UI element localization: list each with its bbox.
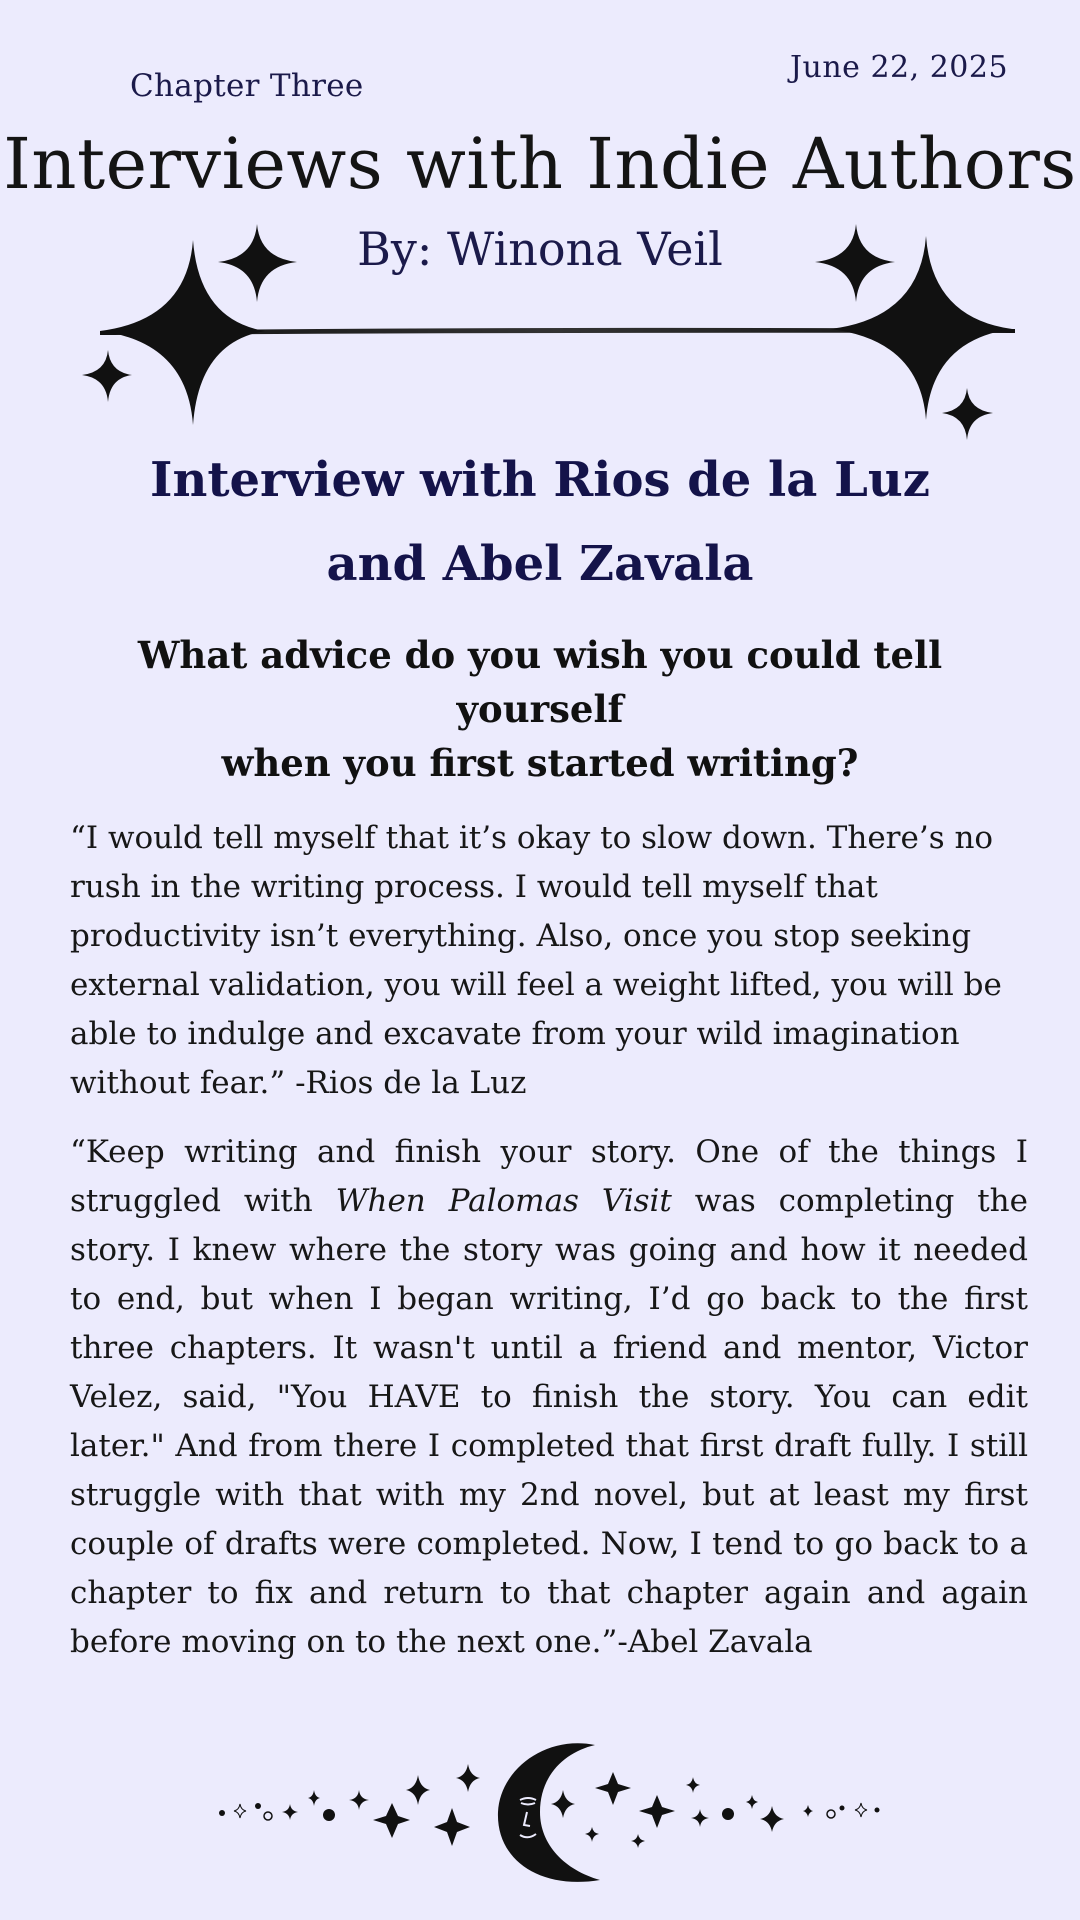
sparkle-icon <box>803 1805 813 1817</box>
star-icon <box>373 1803 410 1838</box>
sparkle-icon <box>308 1790 320 1806</box>
sparkle-icon <box>234 1804 246 1818</box>
answer-text <box>70 1128 1028 1667</box>
answer-text-part: was completing the story. I knew where the story was going and how it needed to end, but when I began writing, I’d go back to the first three chapters. It wasn't until a friend and mentor, Victor Velez, said, "You HAVE to finish the story. You can edit later." And from there I completed that first draft fully. I still struggle with that with my 2nd novel, but at least my first couple of drafts were completed. Now, I tend to go back to a chapter to fix and return to that chapter again and again before moving on to the next one.”-Abel Zavala <box>70 1183 1028 1660</box>
question-line: when you first started writing? <box>221 741 859 785</box>
book-title: When Palomas Visit <box>335 1183 672 1219</box>
sparkle-icon <box>82 350 132 402</box>
sparkle-icon <box>691 1809 709 1827</box>
article-title <box>90 438 990 606</box>
publication-date: June 22, 2025 <box>790 50 1009 85</box>
chapter-label: Chapter Three <box>130 68 364 104</box>
star-icon <box>639 1795 675 1828</box>
article-title-line: and Abel Zavala <box>326 536 754 592</box>
star-icon <box>434 1808 470 1846</box>
answer-text: “I would tell myself that it’s okay to slow down. There’s no rush in the writing process. I would tell myself that productivity isn’t everything. Also, once you stop seeking external validation, you will feel a weight lifted, you will be able to indulge and excavate from your wild imagination without fear.” -Rios de la Luz <box>70 820 1002 1101</box>
sparkle-icon <box>282 1804 298 1820</box>
answer-text-part: “Keep writing and finish your story. One of the things I struggled with <box>70 1134 1028 1219</box>
crescent-moon-ornament <box>0 1730 1080 1890</box>
sparkle-icon <box>551 1790 575 1818</box>
sparkle-icon <box>631 1834 645 1848</box>
sparkle-icon <box>942 388 993 440</box>
dot-icon <box>323 1809 335 1821</box>
dot-icon <box>840 1806 845 1811</box>
sparkle-icon <box>456 1764 480 1792</box>
star-icon <box>595 1772 631 1805</box>
dot-icon <box>255 1803 261 1809</box>
dot-icon <box>875 1808 880 1813</box>
answer-rios-de-la-luz <box>70 814 1028 1108</box>
sparkle-icon <box>349 1790 369 1810</box>
sparkle-icon <box>760 1806 784 1832</box>
sparkle-icon <box>686 1777 700 1793</box>
author-byline: By: Winona Veil <box>357 222 723 276</box>
dot-icon <box>219 1810 225 1816</box>
dot-icon <box>722 1808 734 1820</box>
sparkle-icon <box>406 1775 430 1805</box>
interview-question <box>70 628 1010 790</box>
article-title-line: Interview with Rios de la Luz <box>149 452 931 508</box>
crescent-moon-icon <box>498 1743 600 1882</box>
answer-abel-zavala <box>70 1128 1028 1667</box>
dot-icon <box>827 1810 835 1818</box>
sparkle-icon <box>746 1795 758 1809</box>
dot-icon <box>264 1812 272 1820</box>
series-title: Interviews with Indie Authors <box>3 123 1077 205</box>
sparkle-icon <box>855 1803 867 1817</box>
sparkle-icon <box>585 1827 599 1842</box>
question-line: What advice do you wish you could tell yourself <box>137 633 943 731</box>
